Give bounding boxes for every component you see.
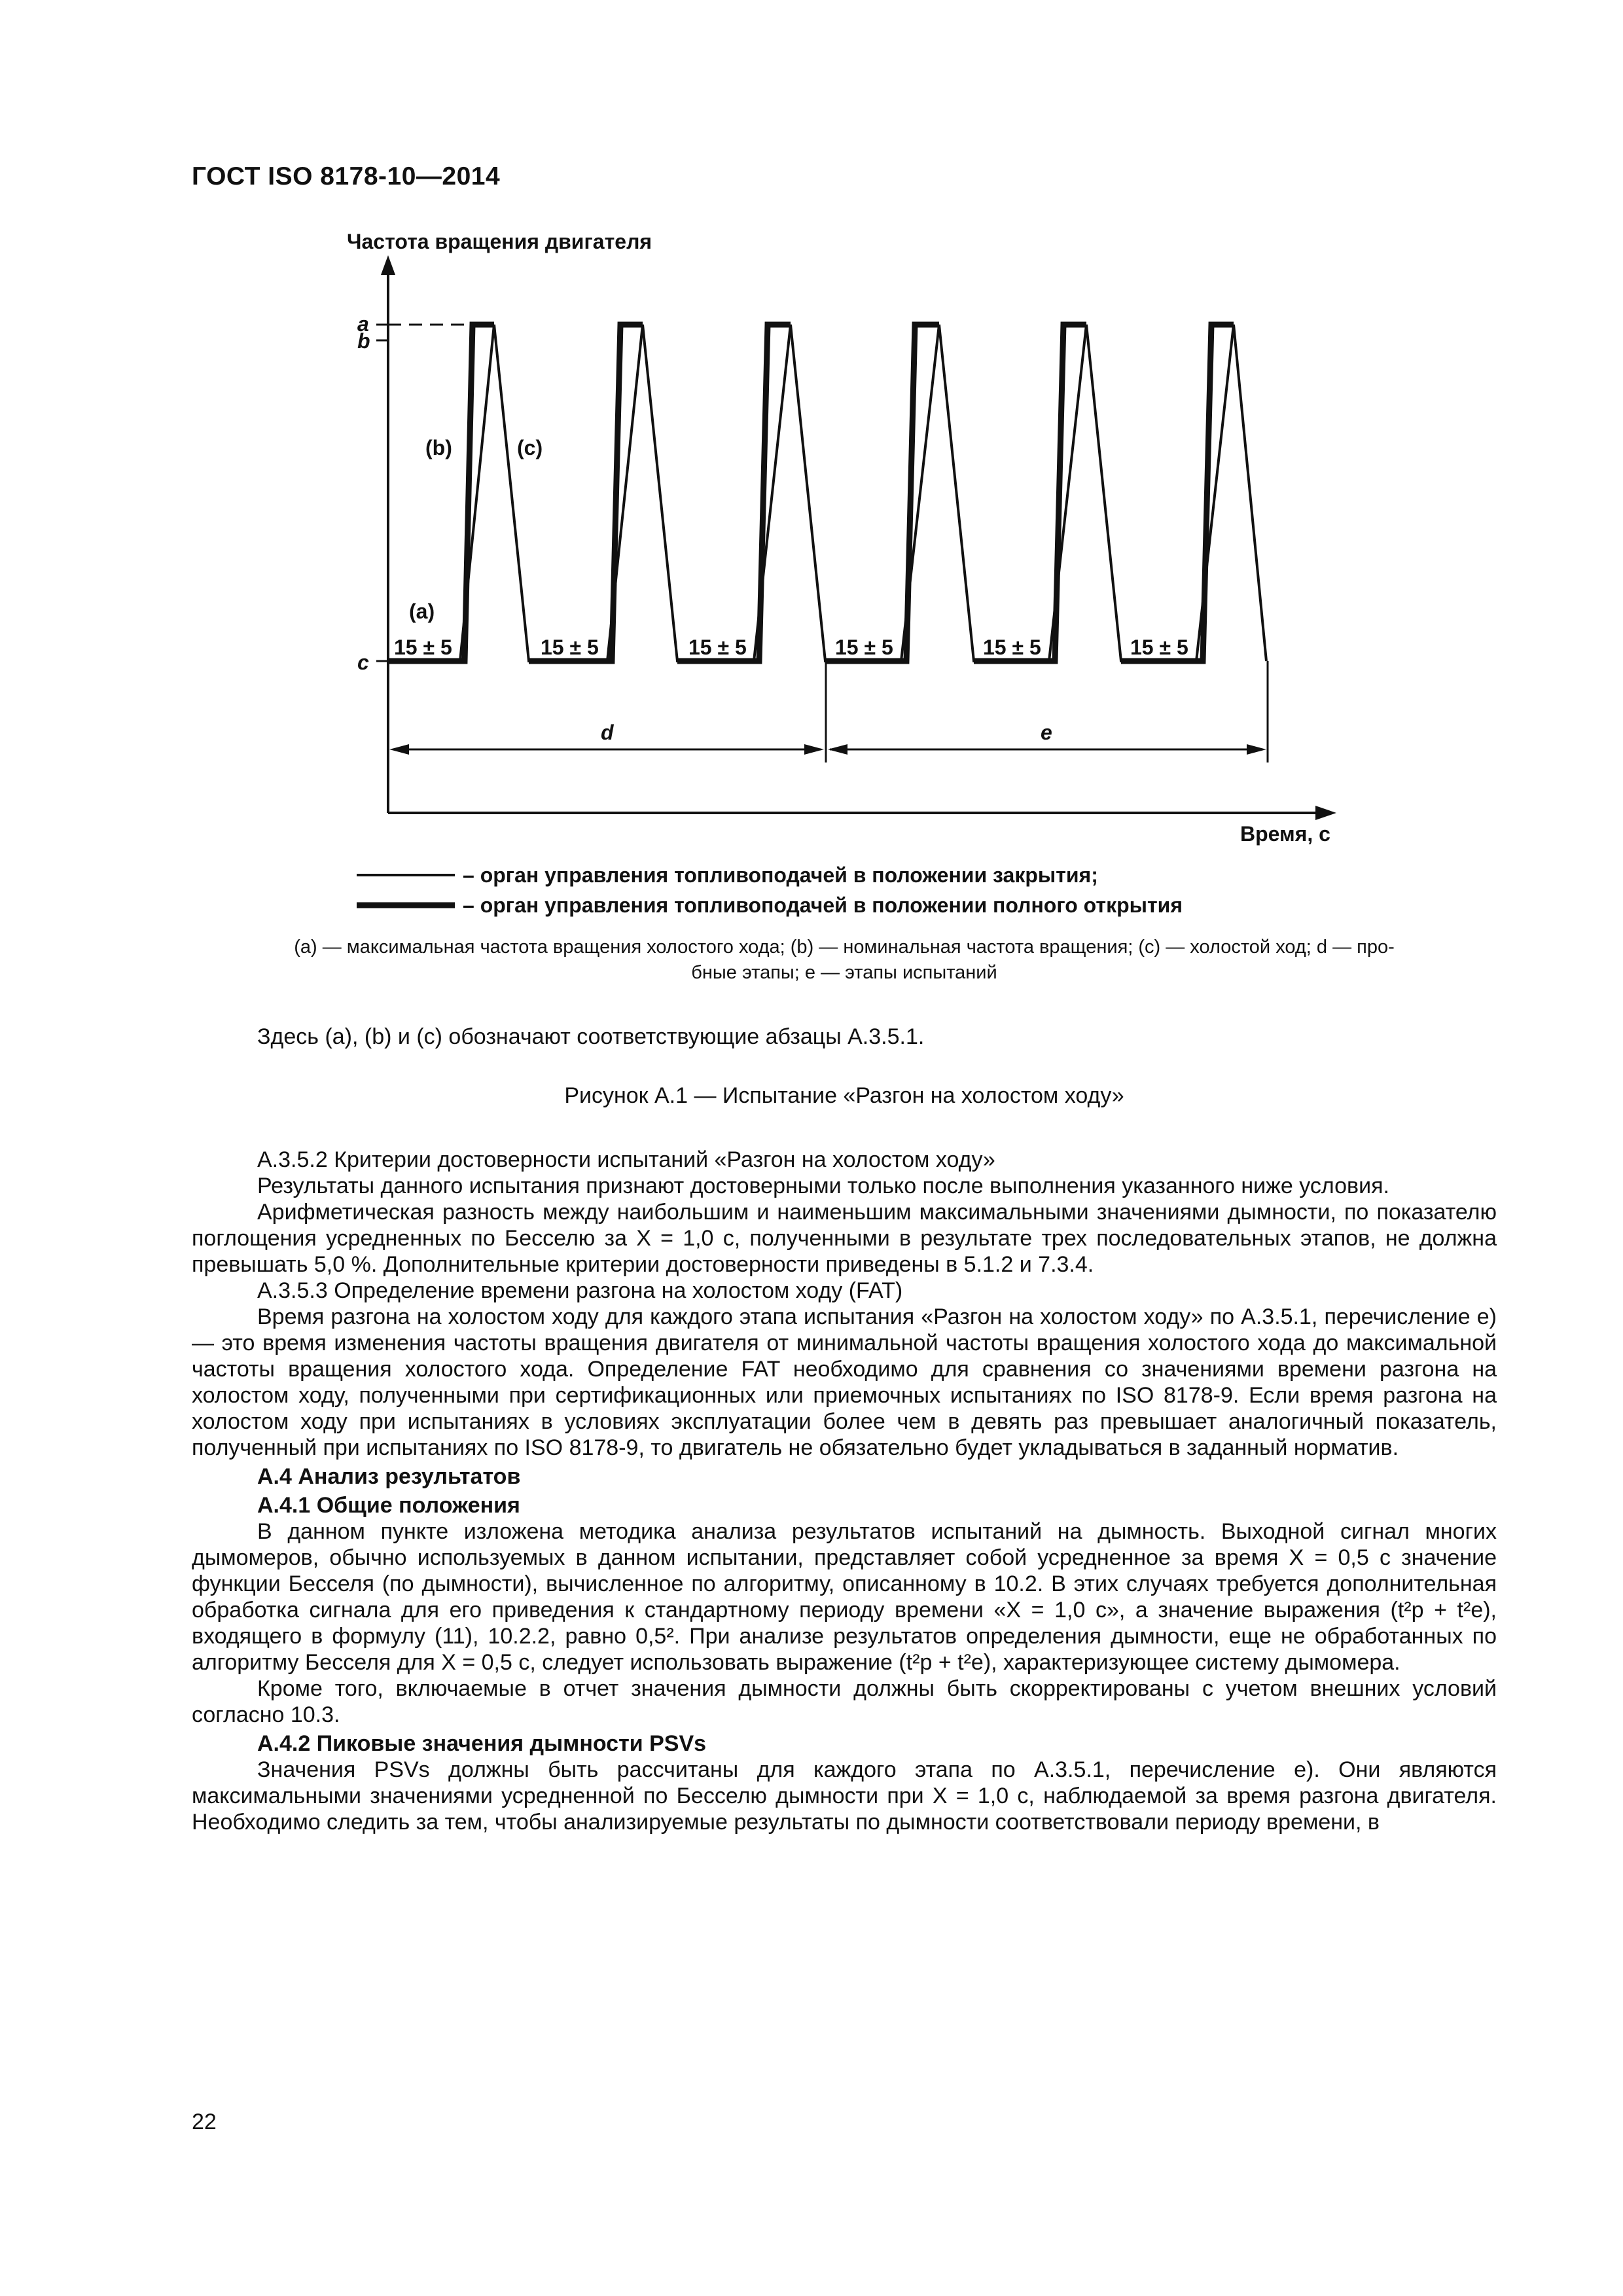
- span-e-label: e: [1041, 721, 1052, 744]
- figure-title-block: [192, 1083, 1497, 1109]
- paragraph-validity: Результаты данного испытания признают достоверными только после выполнения указанного ниже условия.: [257, 1174, 1389, 1198]
- mark-c: (c): [517, 436, 543, 459]
- section-a41-heading: А.4.1 Общие положения: [257, 1493, 520, 1518]
- span-dimensions: [389, 661, 1268, 762]
- level-b-label: b: [357, 329, 370, 353]
- x-axis-label: Время, с: [1240, 822, 1330, 846]
- trace-open-3: [677, 325, 791, 661]
- figure-note-block: [192, 1024, 1497, 1050]
- idle-label-4: 15 ± 5: [835, 636, 893, 659]
- idle-label-2: 15 ± 5: [541, 636, 599, 659]
- figure-legend: [357, 863, 1183, 917]
- trace-open-4: [825, 325, 939, 661]
- span-d-label: d: [601, 721, 614, 744]
- figure-caption: [192, 935, 1497, 986]
- idle-labels: [394, 636, 1188, 659]
- paragraph-fat-definition: Время разгона на холостом ходу для каждого этапа испытания «Разгон на холостом ходу» по А.3.5.1, перечисление е) — это время изменения частоты вращения двигателя от минимальной частоты вращения холостого хода до максимальной частоты вращения холостого хода. Определение FAT необходимо для сравнения со значениями времени разгона на холостом ходу, полученными при сертификационных или приемочных испытаниях по ISO 8178-9. Если время разгона на холостом ходу при испытаниях в условиях эксплуатации более чем в девять раз превышает аналогичный показатель, полученный при испытаниях по ISO 8178-9, то двигатель не обязательно будет укладываться в заданный норматив.: [192, 1304, 1497, 1460]
- clause-a353-title: А.3.5.3 Определение времени разгона на холостом ходу (FAT): [257, 1278, 903, 1303]
- clause-a352-title: А.3.5.2 Критерии достоверности испытаний «Разгон на холостом ходу»: [257, 1147, 995, 1172]
- figure-title: Рисунок А.1 — Испытание «Разгон на холостом ходу»: [564, 1083, 1124, 1108]
- legend-thin-text: – орган управления топливоподачей в положении закрытия;: [463, 863, 1098, 887]
- legend-thick-text: – орган управления топливоподачей в положении полного открытия: [463, 893, 1183, 917]
- y-axis-label: Частота вращения двигателя: [347, 230, 652, 253]
- trace-open-5: [974, 325, 1086, 661]
- page-number: 22: [192, 2109, 217, 2134]
- idle-acceleration-figure: [0, 0, 1623, 929]
- axes: [381, 255, 1336, 820]
- idle-label-1: 15 ± 5: [394, 636, 452, 659]
- mark-a: (a): [409, 600, 435, 623]
- mark-b: (b): [425, 436, 452, 459]
- caption-line-1: (a) — максимальная частота вращения холостого хода; (b) — номинальная частота вращения; (c) — холостой ход; d — про-: [294, 937, 1395, 958]
- speed-trace: [388, 325, 1266, 661]
- paragraph-method: В данном пункте изложена методика анализа результатов испытаний на дымность. Выходной сигнал многих дымомеров, обычно используемых в данном испытании, представляет собой усредненное за время X = 0,5 с значение функции Бесселя (по дымности), вычисленное по алгоритму, описанному в 10.2. В этих случаях требуется дополнительная обработка сигнала для его приведения к стандартному периоду времени «X = 1,0 с», а значение выражения (t²p + t²e), входящего в формулу (11), 10.2.2, равно 0,5². При анализе результатов определения дымности, еще не обработанных по алгоритму Бесселя для X = 0,5 с, следует использовать выражение (t²p + t²e), характеризующее систему дымомера.: [192, 1519, 1497, 1675]
- idle-label-3: 15 ± 5: [688, 636, 747, 659]
- y-axis-arrow: [381, 255, 395, 275]
- paragraph-arithmetic-difference: Арифметическая разность между наибольшим и наименьшим максимальными значениями дымности, по показателю поглощения усредненных по Бесселю за X = 1,0 с, полученными в результате трех последовательных этапов, не должна превышать 5,0 %. Дополнительные критерии достоверности приведены в 5.1.2 и 7.3.4.: [192, 1200, 1497, 1277]
- x-axis-arrow: [1315, 806, 1336, 820]
- idle-label-5: 15 ± 5: [983, 636, 1041, 659]
- paragraph-psv: Значения PSVs должны быть рассчитаны для каждого этапа по А.3.5.1, перечисление е). Они являются максимальными значениями усредненной по Бесселю дымности при X = 1,0 с, наблюдаемой за время разгона двигателя. Необходимо следить за тем, чтобы анализируемые результаты по дымности соответствовали периоду времени, в: [192, 1757, 1497, 1835]
- caption-line-2: бные этапы; e — этапы испытаний: [691, 962, 997, 983]
- level-a-label: a: [357, 312, 369, 336]
- level-c-label: c: [357, 651, 369, 674]
- figure-note: Здесь (a), (b) и (c) обозначают соответствующие абзацы А.3.5.1.: [257, 1024, 925, 1049]
- main-text: [192, 1147, 1497, 1835]
- section-a42-heading: А.4.2 Пиковые значения дымности PSVs: [257, 1731, 707, 1756]
- idle-label-6: 15 ± 5: [1130, 636, 1188, 659]
- section-a4-heading: А.4 Анализ результатов: [257, 1464, 521, 1489]
- trace-open-6: [1121, 325, 1234, 661]
- paragraph-correction: Кроме того, включаемые в отчет значения дымности должны быть скорректированы с учетом внешних условий согласно 10.3.: [192, 1676, 1497, 1727]
- document-header: ГОСТ ISO 8178-10—2014: [192, 162, 501, 190]
- trace-closed: [388, 325, 1266, 661]
